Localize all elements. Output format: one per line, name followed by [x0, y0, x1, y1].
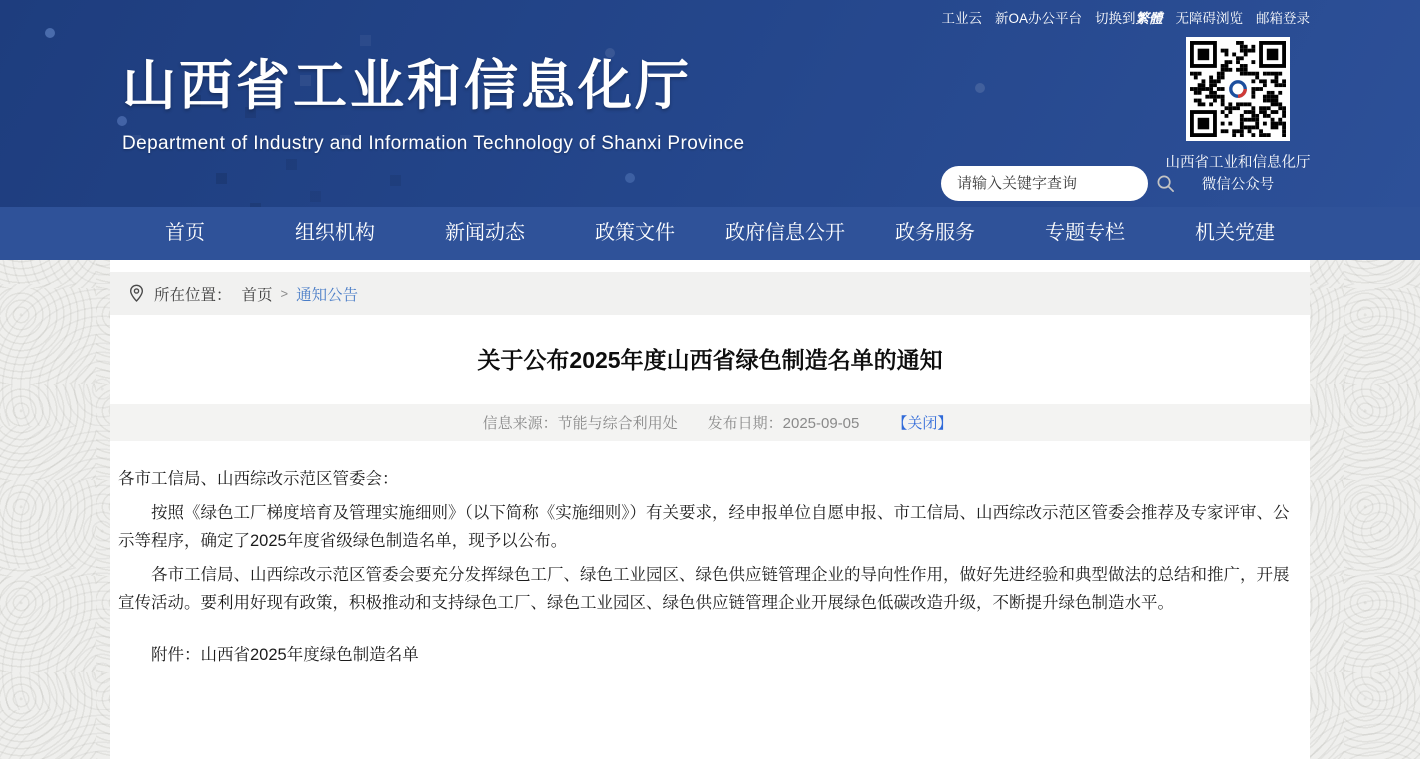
qr-frame [1186, 37, 1290, 141]
breadcrumb-location-label: 所在位置： [154, 286, 232, 304]
nav-item-party-building[interactable]: 机关党建 [1195, 222, 1275, 244]
nav-item-special-topics[interactable]: 专题专栏 [1045, 222, 1125, 244]
article-title: 关于公布2025年度山西省绿色制造名单的通知 [477, 347, 943, 373]
breadcrumb-current-link[interactable]: 通知公告 [296, 286, 359, 304]
article-paragraph-2: 各市工信局、山西综改示范区管委会要充分发挥绿色工厂、绿色工业园区、绿色供应链管理企业的导向性作用，做好先进经验和典型做法的总结和推广，开展宣传活动。要利用好现有政策，积极推动和支持绿色工厂、绿色工业园区、绿色供应链管理企业开展绿色低碳改造升级，不断提升绿色制造水平。 [118, 566, 1290, 612]
topbar-link-accessibility[interactable]: 无障碍浏览 [1175, 11, 1243, 26]
article-date [708, 412, 860, 433]
topbar-link-oa-platform[interactable]: 新OA办公平台 [994, 11, 1082, 26]
article-title-wrap [110, 315, 1310, 404]
date-value: 2025-09-05 [782, 415, 860, 432]
location-pin-icon [128, 284, 145, 303]
date-label: 发布日期： [707, 415, 783, 432]
site-header [0, 0, 1420, 207]
close-button[interactable]: 【关闭】 [892, 415, 953, 432]
breadcrumb [110, 272, 1310, 315]
nav-item-gov-services[interactable]: 政务服务 [895, 222, 975, 244]
topbar-traditional-styled: 繁體 [1135, 11, 1163, 26]
site-title: 山西省工业和信息化厅 [122, 56, 692, 116]
search-box[interactable] [941, 166, 1148, 201]
wechat-qr-block [1158, 37, 1318, 196]
breadcrumb-separator: > [280, 286, 289, 301]
topbar-link-mail-login[interactable]: 邮箱登录 [1256, 11, 1310, 26]
nav-item-policy-documents[interactable]: 政策文件 [595, 222, 675, 244]
main-nav [0, 207, 1420, 260]
breadcrumb-home-link[interactable]: 首页 [241, 286, 273, 304]
nav-item-home[interactable]: 首页 [165, 222, 205, 244]
topbar-link-traditional-chinese[interactable] [1095, 7, 1163, 27]
nav-item-organization[interactable]: 组织机构 [295, 222, 375, 244]
topbar-link-industry-cloud[interactable]: 工业云 [941, 11, 982, 26]
article-meta-bar [110, 404, 1310, 441]
qr-caption [1158, 152, 1318, 196]
article-paragraph-1: 按照《绿色工厂梯度培育及管理实施细则》（以下简称《实施细则》）有关要求，经申报单位自愿申报、市工信局、山西综改示范区管委会推荐及专家评审、公示等程序，确定了2025年度省级绿色制造名单，现予以公布。 [118, 504, 1290, 550]
site-subtitle-english: Department of Industry and Information Technology of Shanxi Province [122, 133, 745, 154]
source-value: 节能与综合利用处 [557, 415, 678, 432]
nav-item-gov-info-disclosure[interactable]: 政府信息公开 [725, 222, 845, 244]
article-salutation: 各市工信局、山西综改示范区管委会： [118, 470, 399, 488]
topbar-traditional-prefix: 切换到 [1095, 11, 1136, 26]
nav-item-news[interactable]: 新闻动态 [445, 222, 525, 244]
site-brand [122, 43, 745, 155]
qr-caption-line2: 微信公众号 [1201, 177, 1275, 193]
qr-caption-line1: 山西省工业和信息化厅 [1165, 155, 1311, 171]
header-decoration-dots [45, 28, 55, 38]
main-nav-inner [110, 207, 1310, 260]
source-label: 信息来源： [482, 415, 558, 432]
article-body [110, 441, 1310, 669]
utility-topbar [941, 7, 1310, 27]
article-attachment: 附件：山西省2025年度绿色制造名单 [151, 646, 419, 664]
content-panel [110, 260, 1310, 759]
qr-code [1190, 41, 1286, 137]
search-input[interactable] [957, 175, 1156, 192]
article-source [483, 412, 678, 433]
